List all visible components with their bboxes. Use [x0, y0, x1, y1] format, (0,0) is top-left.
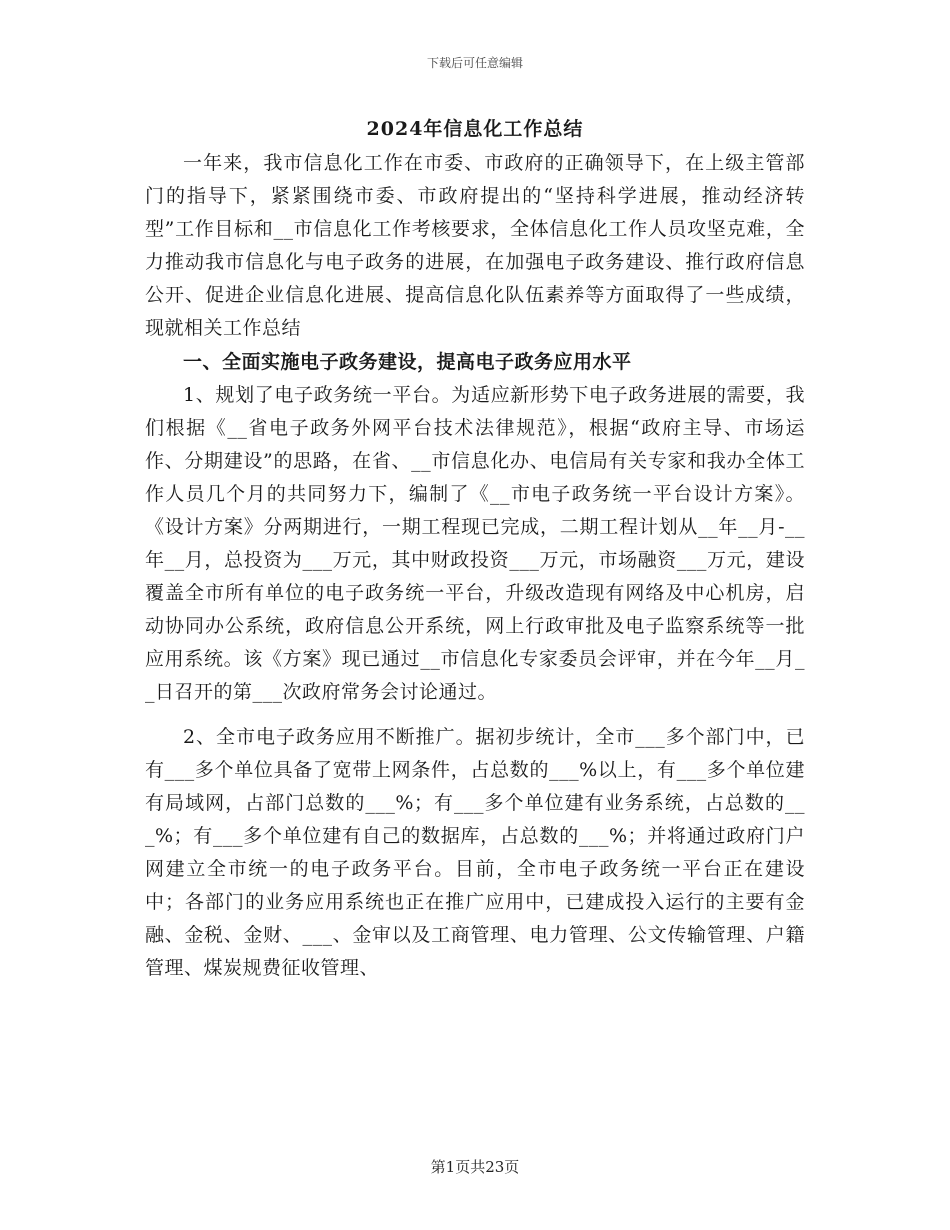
page-header-note: 下载后可任意编辑: [426, 56, 523, 70]
document-body: [145, 147, 805, 985]
item-paragraph-1: 1、规划了电子政务统一平台。为适应新形势下电子政务进展的需要，我们根据《__省电子政务外网平台技术法律规范》，根据“政府主导、市场运作、分期建设”的思路，在省、__市信息化办、电信局有关专家和我办全体工作人员几个月的共同努力下，编制了《__市电子政务统一平台设计方案》。《设计方案》分两期进行，一期工程现已完成，二期工程计划从__年__月-__年__月，总投资为___万元，其中财政投资___万元，市场融资___万元，建设覆盖全市所有单位的电子政务统一平台，升级改造现有网络及中心机房，启动协同办公系统，政府信息公开系统，网上行政审批及电子监察系统等一批应用系统。该《方案》现已通过__市信息化专家委员会评审，并在今年__月__日召开的第___次政府常务会讨论通过。: [145, 384, 805, 703]
section-heading: 一、全面实施电子政务建设，提高电子政务应用水平: [183, 351, 632, 373]
paragraph-gap: [145, 709, 805, 721]
document-title: 2024年信息化工作总结: [366, 118, 584, 140]
page-footer: 第1页共23页: [430, 1158, 520, 1176]
intro-paragraph: 一年来，我市信息化工作在市委、市政府的正确领导下，在上级主管部门的指导下，紧紧围绕市委、市政府提出的“坚持科学进展，推动经济转型”工作目标和__市信息化工作考核要求，全体信息化工作人员攻坚克难，全力推动我市信息化与电子政务的进展，在加强电子政务建设、推行政府信息公开、促进企业信息化进展、提高信息化队伍素养等方面取得了一些成绩，现就相关工作总结: [145, 152, 805, 339]
item-paragraph-2: 2、全市电子政务应用不断推广。据初步统计，全市___多个部门中，已有___多个单位具备了宽带上网条件，占总数的___%以上，有___多个单位建有局域网，占部门总数的___%；有___多个单位建有业务系统，占总数的___%；有___多个单位建有自己的数据库，占总数的___%；并将通过政府门户网建立全市统一的电子政务平台。目前，全市电子政务统一平台正在建设中；各部门的业务应用系统也正在推广应用中，已建成投入运行的主要有金融、金税、金财、___、金审以及工商管理、电力管理、公文传输管理、户籍管理、煤炭规费征收管理、: [145, 726, 805, 979]
